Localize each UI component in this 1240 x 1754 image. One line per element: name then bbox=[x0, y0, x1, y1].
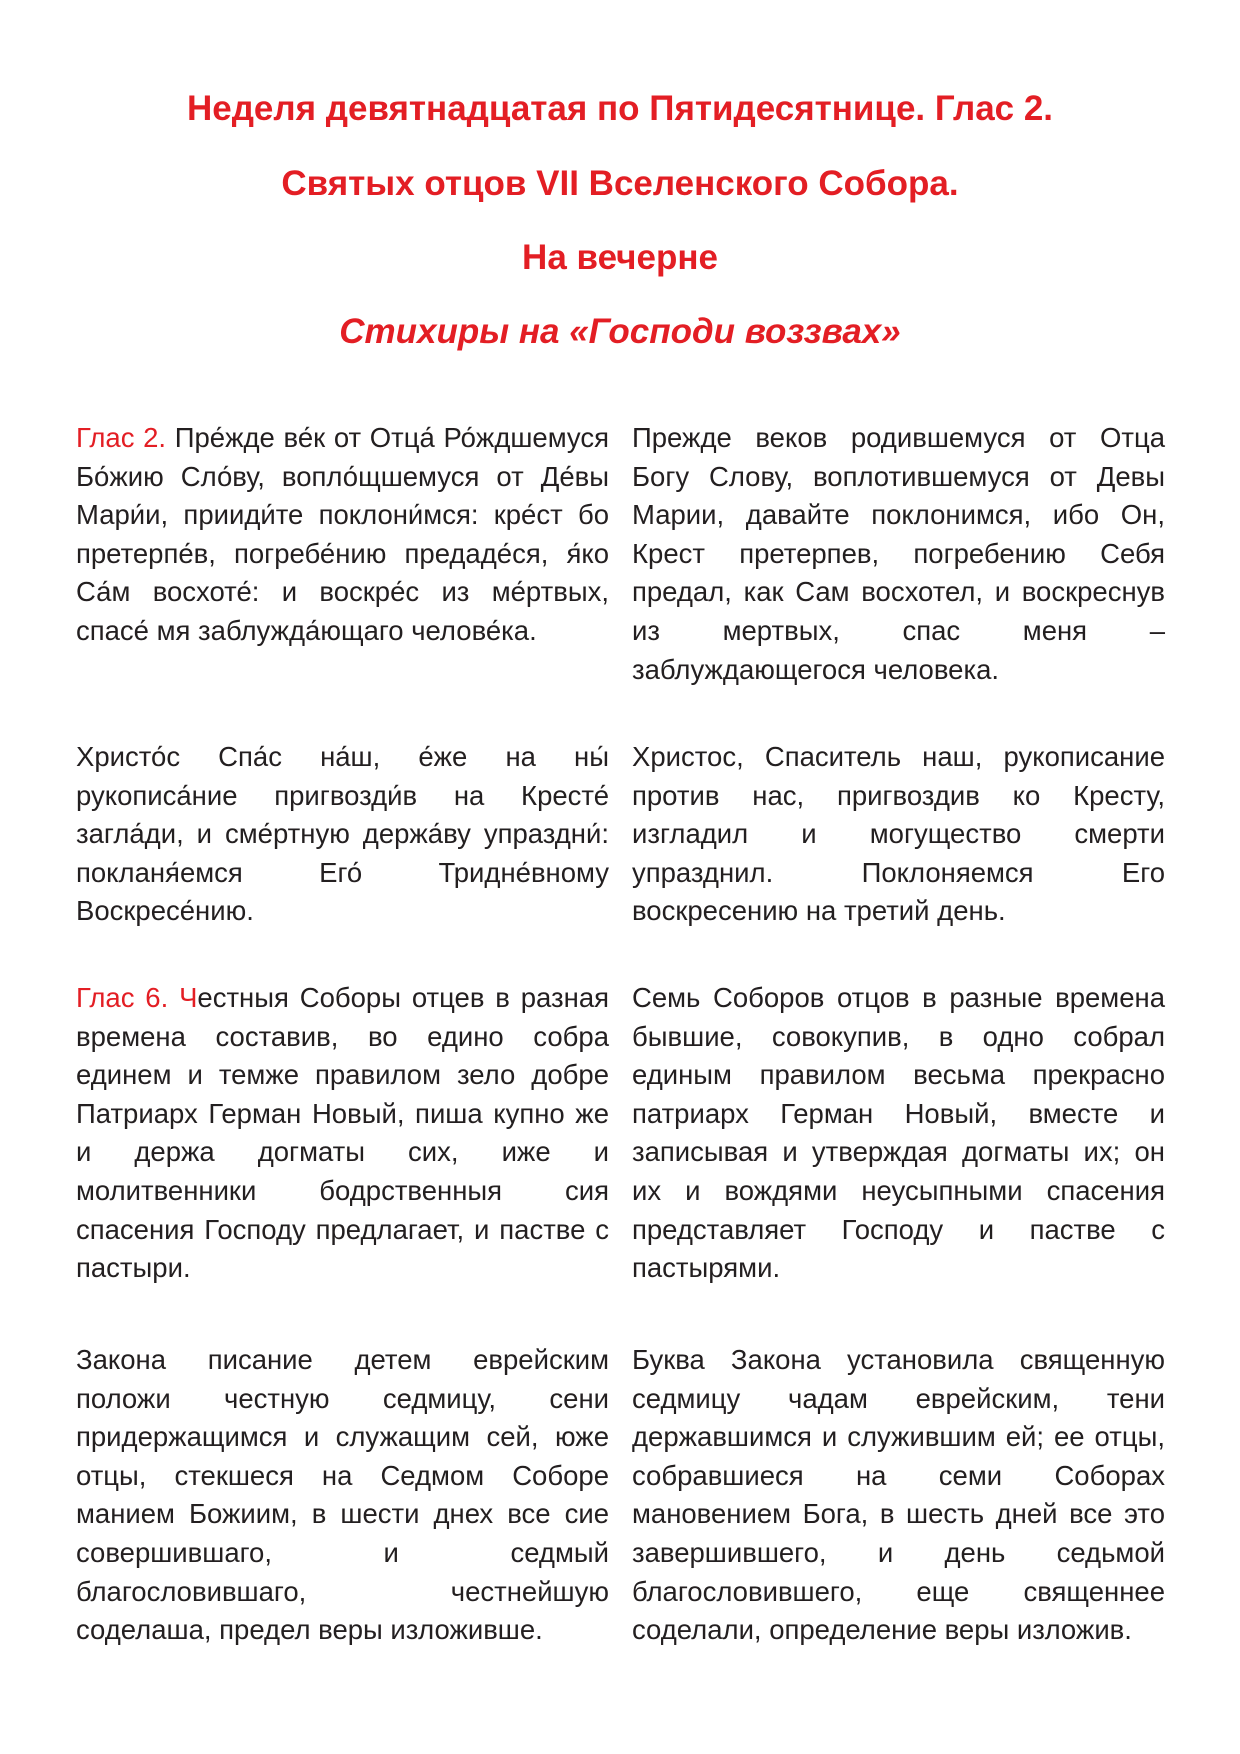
section-heading: Стихиры на «Господи воззвах» bbox=[339, 312, 901, 351]
sticheron-text: естныя Соборы отцев в разная времена составив, во едино собра единем и темже правилом зело добре Патриарх Герман Новый, пиша купно же и держа догматы сих, иже и молитвенники бодрственныя сия спасения Господу предлагает, и пастве с пастыри. bbox=[76, 982, 610, 1284]
sticheron-2-slavonic: Христо́с Спа́с на́ш, е́же на ны́ рукописа́ние пригвозди́в на Кресте́ загла́ди, и сме́ртную держа́ву упраздни́: покланя́емся Его́ Тридне́вному Воскресе́нию. bbox=[76, 741, 609, 927]
sticheron-3-russian: Семь Соборов отцов в разные времена бывшие, совокупив, в одно собрал единым правилом весьма прекрасно патриарх Герман Новый, вместе и записывая и утверждая догматы их; он их и вождями неусыпными спасения представляет Господу и пастве с пастырями. bbox=[632, 982, 1165, 1284]
initial-letter: Ч bbox=[179, 982, 198, 1013]
sticheron-4-russian: Буква Закона установила священную седмицу чадам еврейским, тени державшимся и служившим ей; ее отцы, собравшиеся на семи Соборах мановением Бога, в шесть дней все это завершившего, и день седьмой благословившего, еще священнее соделали, определение веры изложив. bbox=[632, 1344, 1165, 1646]
sticheron-1-russian: Прежде веков родившемуся от Отца Богу Слову, воплотившемуся от Девы Марии, давайте поклонимся, ибо Он, Крест претерпев, погребению Себя предал, как Сам восхотел, и воскреснув из мертвых, спас меня –заблуждающегося человека. bbox=[632, 422, 1165, 685]
sticheron-4-slavonic: Закона писание детем еврейским положи честную седмицу, сени придержащимся и служащим сей, юже отцы, стекшеся на Седмом Соборе манием Божиим, в шести днех все сие совершившаго, и седмый благословившаго, честнейшую соделаша, предел веры изложивше. bbox=[76, 1344, 609, 1646]
page-title: Неделя девятнадцатая по Пятидесятнице. Глас 2. bbox=[186, 89, 1054, 128]
tone-label: Глас 2. bbox=[76, 422, 167, 453]
feast-subtitle: Святых отцов VII Вселенского Собора. bbox=[281, 164, 959, 203]
tone-label: Глас 6. bbox=[76, 982, 169, 1013]
service-heading: На вечерне bbox=[522, 238, 718, 277]
sticheron-1-slavonic bbox=[76, 419, 609, 651]
sticheron-text: Пре́жде ве́к от Отца́ Ро́ждшемуся Бо́жию Сло́ву, вопло́щшемуся от Де́вы Мари́и, прииди́те поклони́мся: кре́ст бо претерпе́в, погребе́нию предаде́ся, я́ко Са́м восхоте́: и воскре́с из ме́ртвых, спасе́ мя заблужда́ющаго челове́ка. bbox=[76, 422, 610, 646]
sticheron-2-russian: Христос, Спаситель наш, рукописание против нас, пригвоздив ко Кресту, изгладил и могущество смерти упразднил. Поклоняемся Его воскресению на третий день. bbox=[632, 741, 1165, 927]
sticheron-3-slavonic bbox=[76, 979, 609, 1288]
